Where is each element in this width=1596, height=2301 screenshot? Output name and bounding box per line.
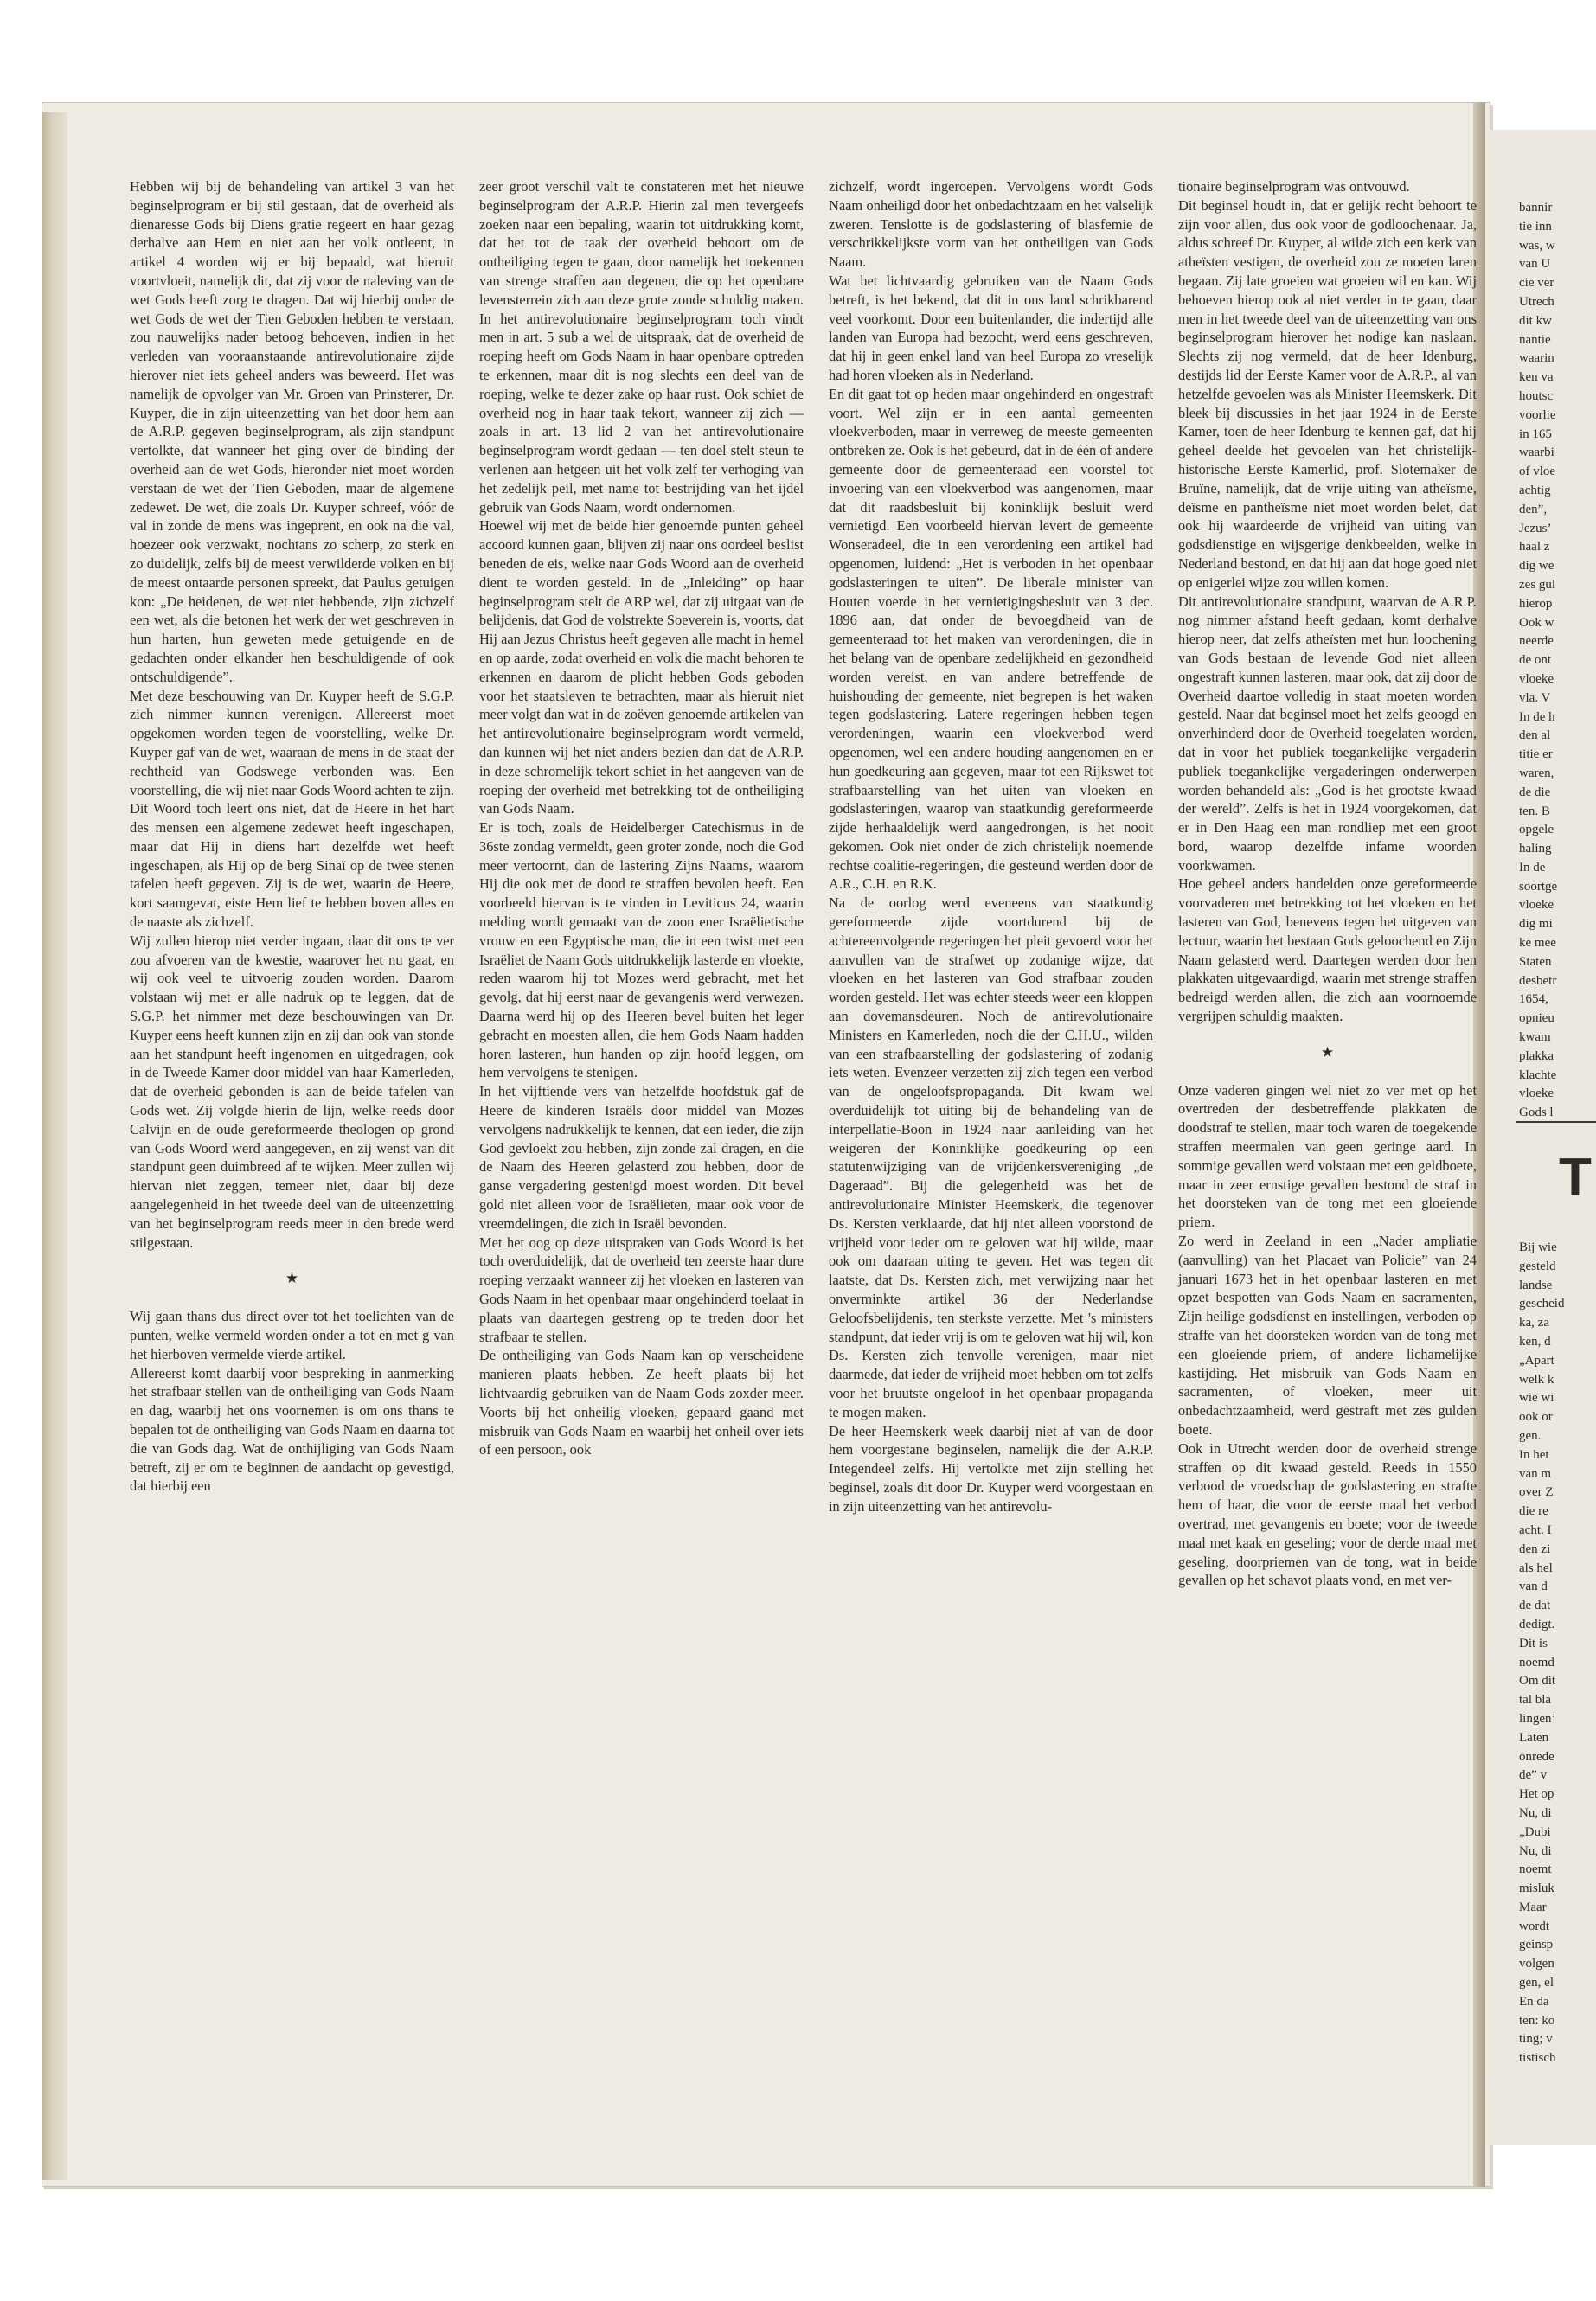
adjacent-page-line: vloeke: [1519, 1086, 1554, 1101]
paragraph: Na de oorlog werd eveneens van staatkundig gereformeerde zijde voortdurend bij de achtereenvolgende regeringen het pleit gevoerd voor het aanvullen van de strafwet op zodanige wijze, dat vloeken en het lasteren van God strafbaar zouden worden gesteld. Het was echter steeds weer een kloppen aan dovemansdeuren. Noch de antirevolutionaire Ministers en Kamerleden, noch die der C.H.U., wilden van een strafbaarstelling der godslastering of zodanig iets weten. Evenzeer verzetten zij zich tegen een verbod van de ongeloofspropaganda. Dit kwam wel overduidelijk tot uiting bij de behandeling van de interpellatie-Boon in 1924 naar aanleiding van het weigeren der Koninklijke goedkeuring op een statutenwijziging van de vrijdenkersvereniging „de Dageraad”. Bij die gelegenheid was het de antirevolutionaire Minister Heemskerk, die tegenover Ds. Kersten verklaarde, dat hij niet alleen voorstond de vrijheid voor ieder om te geloven wat hij wilde, maar ook om daaraan uiting te geven. Het was tegen dit laatste, dat Ds. Kersten zich, met verwijzing naar het onverminkte artikel 36 der Nederlandse Geloofsbelijdenis, ten sterkste verzette. Met 's ministers standpunt, dat ieder vrij is om te geloven wat hij wil, kon Ds. Kersten zich tenvolle verenigen, maar niet daarmede, dat ieder de vrijheid moet hebben om tot zelfs voor het bruutste ongeloof in het openbaar propaganda te mogen maken.: [829, 894, 1153, 1420]
adjacent-page-line: plakka: [1519, 1048, 1554, 1063]
adjacent-page-line: kwam: [1519, 1030, 1551, 1045]
adjacent-page-line: noemd: [1519, 1655, 1554, 1670]
adjacent-page-line: tal bla: [1519, 1693, 1552, 1708]
adjacent-page-line: acht. I: [1519, 1522, 1552, 1537]
adjacent-page-line: klachte: [1519, 1067, 1557, 1082]
column-rule: [1516, 1121, 1596, 1123]
adjacent-page-line: Het op: [1519, 1787, 1554, 1802]
paragraph: tionaire beginselprogram was ontvouwd.: [1178, 178, 1410, 195]
article-column-2: [479, 177, 804, 1459]
section-star-icon: ★: [285, 1270, 299, 1287]
paragraph: Hebben wij bij de behandeling van artikel 3 van het beginselprogram er bij stil gestaan, dat de overheid als dienaresse Gods bij Diens gratie regeert en haar gezag derhalve aan Hem en niet aan het volk ontleent, in artikel 4 worden wij er bij bepaald, wat hieruit voortvloeit, namelijk dit, dat zij voor de naleving van de wet Gods heeft zorg te dragen. Dat wij hierbij onder de wet Gods de wet der Tien Geboden hebben te verstaan, zou nauwelijks nader betoog behoeven, indien in het verleden van vooraanstaande antirevolutionaire zijde hierover niet iets geheel anders was beweerd. Het was namelijk de opvolger van Mr. Groen van Prinsterer, Dr. Kuyper, die in zijn uiteenzetting van het door hem aan de A.R.P. gegeven beginselprogram, als zijn standpunt vertolkte, dat wanneer het ging over de binding der overheid aan de wet Gods, hieronder niet moet worden verstaan de wet der Tien Geboden, maar de algemene zedewet. De wet, die zoals Dr. Kuyper schreef, vóór de val in zonde de mens was ingeprent, en ook na die val, hoezeer ook verzwakt, nochtans zo scherp, zo sterk en zo duidelijk, zelfs bij de meest verwilderde volken en bij de meest ontaarde personen spreekt, dat Paulus getuigen kon: „De heidenen, de wet niet hebbende, zijn zichzelf een wet, als die betonen het werk der wet geschreven in hun harten, hun geweten mede getuigende en de gedachten onder elkander hen beschuldigende of ook ontschuldigende”.: [130, 178, 454, 685]
adjacent-page-line: volgen: [1519, 1957, 1554, 1971]
adjacent-page-line: opnieu: [1519, 1011, 1554, 1026]
adjacent-page-text-bottom: [1519, 1239, 1564, 2068]
adjacent-page-line: Jezus’: [1519, 521, 1552, 535]
adjacent-page-line: gescheid: [1519, 1297, 1565, 1311]
adjacent-page-line: ook or: [1519, 1410, 1553, 1425]
article-column-4: [1178, 177, 1477, 1590]
adjacent-page-line: Om dit: [1519, 1674, 1556, 1689]
adjacent-page-line: houtsc: [1519, 388, 1554, 403]
paragraph: Dit antirevolutionaire standpunt, waarvan de A.R.P. nog nimmer afstand heeft gedaan, komt derhalve hierop neer, dat zelfs atheïsten met hun loochening van Gods bestaan de levende God niet alleen ongestraft kunnen lasteren, maar ook, dat zij door de Overheid daartoe volledig in staat moeten worden gesteld. Naar dat beginsel moet het zelfs geoogd en onverhinderd door de Overheid toegelaten worden, dat in voor het publiek toegankelijke vergaderin publiek toegankelijke vergaderingen onderwerpen worden behandeld als: „God is het grootste kwaad der wereld”. Zelfs is het in 1924 voorgekomen, dat er in Den Haag een man rondliep met een groot bord, waarop dezelfde infame woorden voorkwamen.: [1178, 593, 1477, 874]
paragraph: Hoewel wij met de beide hier genoemde punten geheel accoord kunnen gaan, blijven zij naar ons oordeel beslist beneden de eis, welke naar Gods Woord aan de overheid dient te worden gesteld. In de „Inleiding” op haar beginselprogram stelt de ARP wel, dat zij uitgaat van de belijdenis, dat God de volstrekte Soeverein is, voorts, dat Hij aan Jezus Christus heeft gegeven alle macht in hemel en op aarde, zodat overheid en volk die macht behoren te erkennen en daarom de plicht hebben Gods geboden voor het staatsleven te betrachten, maar als hieruit niet meer volgt dan wat in de zoëven genoemde artikelen van het antirevolutionaire beginselprogram wordt vermeld, dan kunnen wij het niet anders bezien dan dat de A.R.P. in deze schromelijk tekort schiet in het aangeven van de roeping der overheid met betrekking tot de ontheiliging van Gods Naam.: [479, 517, 804, 817]
article-column-3: [829, 177, 1153, 1516]
adjacent-page-line: of vloe: [1519, 465, 1556, 479]
adjacent-page-line: de” v: [1519, 1768, 1548, 1783]
adjacent-page-line: „Dubi: [1519, 1824, 1551, 1839]
adjacent-page-line: haling: [1519, 842, 1552, 856]
adjacent-page-line: die re: [1519, 1504, 1548, 1519]
adjacent-page-line: Bij wie: [1519, 1240, 1557, 1254]
adjacent-page-line: neerde: [1519, 634, 1554, 649]
adjacent-page-line: de die: [1519, 785, 1551, 799]
adjacent-page-line: ten: ko: [1519, 2013, 1555, 2028]
adjacent-page-line: in 165: [1519, 426, 1552, 441]
adjacent-page-line: den”,: [1519, 502, 1548, 516]
adjacent-page-line: In het: [1519, 1447, 1549, 1462]
paragraph: En dit gaat tot op heden maar ongehinderd en ongestraft voort. Wel zijn er in een aantal gemeenten vloekverboden, maar in verreweg de meeste gemeenten ontbreken ze. Ook is het gebeurd, dat in de één of andere gemeente door de gemeenteraad een voorstel tot invoering van een vloekverbod was aangenomen, maar dat dit raadsbesluit bij koninklijk besluit werd vernietigd. Een voorbeeld hiervan levert de gemeente Wonseradeel, die in een verordening een artikel had opgenomen, luidend: „Het is verboden in het openbaar godslasteringen te uiten”. De liberale minister van Houten voerde in het vernietigingsbesluit van 3 dec. 1896 aan, dat onder de bevoegdheid van de gemeenteraad tot het maken van verordeningen, die in het belang van de openbare zedelijkheid en gezondheid worden vereist, en van andere betreffende de huishouding der gemeente, niet begrepen is het waken tegen godslastering. Latere regeringen hebben tegen verordeningen, waarin een vloekverbod werd opgenomen, wel een andere houding aangenomen en er hun goedkeuring aan gegeven, maar tot een Rijkswet tot strafbaarstelling van het uiten van vloeken en godslasteringen, waarop van staatkundig gereformeerde zijde herhaaldelijk werd aangedrongen, is het nooit gekomen. Ook niet onder de zich christelijk noemende rechtse coalitie-regeringen, die gesteund werden door de A.R., C.H. en R.K.: [829, 385, 1153, 893]
adjacent-page-line: lingen’: [1519, 1711, 1556, 1726]
paragraph: Wij zullen hierop niet verder ingaan, daar dit ons te ver zou afvoeren van de kwestie, waarover het nu gaat, en wij ook veel te uitvoerig zouden worden. Daarom volstaan wij met er alle nadruk op te leggen, dat de S.G.P. het nimmer met deze beschouwingen van Dr. Kuyper eens heeft kunnen zijn en zij dan ook van stonde aan het standpunt heeft ingenomen en uitgedragen, ook in de Tweede Kamer door middel van haar Kamerleden, dat de overheid gebonden is aan de beide tafelen van Gods wet. Zij volgde hierin de lijn, welke reeds door Calvijn en de oude gereformeerde theologen op grond van Gods Woord werd aangegeven, en zij wenst van dit standpunt geen duimbreed af te wijken. Meer zullen wij hiervan niet zeggen, temeer niet, daar bij deze aangelegenheid in het tweede deel van de uiteenzetting van het beginselprogram reeds meer in den brede werd stilgestaan.: [130, 932, 454, 1251]
adjacent-page-line: landse: [1519, 1278, 1553, 1292]
adjacent-page-line: dedigt.: [1519, 1617, 1555, 1631]
adjacent-page-line: Gods l: [1519, 1106, 1554, 1120]
adjacent-page-line: haal z: [1519, 540, 1550, 554]
adjacent-page-line: waarbi: [1519, 445, 1554, 460]
adjacent-page-line: waarin: [1519, 351, 1554, 366]
paragraph: Ook in Utrecht werden door de overheid strenge straffen op dit kwaad gesteld. Reeds in 1550 verbood de vroedschap de godslastering en strafte hem of haar, die voor de eerste maal het verbod overtrad, met gevangenis en boete; voor de tweede maal met kaak en geseling; voor de derde maal met geseling, doorpriemen van de tong, wat in beide gevallen op het schavot plaats vond, en met ver-: [1178, 1439, 1477, 1589]
adjacent-page-line: als hel: [1519, 1561, 1553, 1575]
section-star-icon: ★: [1320, 1043, 1335, 1061]
adjacent-page-line: gen.: [1519, 1428, 1542, 1443]
adjacent-page-line: En da: [1519, 1994, 1549, 2009]
adjacent-page-line: tistisch: [1519, 2051, 1556, 2066]
paragraph: De ontheiliging van Gods Naam kan op verscheidene manieren plaats hebben. Ze heeft plaats bij het lichtvaardig gebruiken van de Naam Gods zoxder meer. Voorts bij het onheilig vloeken, gepaard gaand met misbruik van Gods Naam en waarbij het onheil over iets of een persoon, ook: [479, 1347, 804, 1458]
paragraph: Zo werd in Zeeland in een „Nader ampliatie (aanvulling) van het Placaet van Policie” van 24 januari 1673 het in het openbaar lasteren en met opzet bespotten van Gods Naam en sacramenten, Zijn heilige godsdienst en instellingen, verboden op straffe van het doorsteken worden van de tong met een gloeiende priem, of andere lichamelijke kastijding. Het misbruik van Gods Naam en sacramenten, of vloeken, meer uit onbedachtzaamheid, werd gestraft met zes gulden boete.: [1178, 1233, 1477, 1438]
adjacent-page-line: desbetr: [1519, 973, 1557, 988]
adjacent-page-line: ke mee: [1519, 936, 1556, 951]
adjacent-page-line: 1654,: [1519, 992, 1548, 1007]
adjacent-page-line: achtig: [1519, 483, 1551, 497]
adjacent-page-line: Staten: [1519, 954, 1552, 969]
adjacent-page-line: vloeke: [1519, 898, 1554, 913]
paragraph: Wij gaan thans dus direct over tot het toelichten van de punten, welke vermeld worden onder a tot en met g van het hierboven vermelde vierde artikel.: [130, 1308, 454, 1362]
paragraph: In het vijftiende vers van hetzelfde hoofdstuk gaf de Heere de kinderen Israëls door middel van Mozes vervolgens nadrukkelijk te kennen, dat een ieder, die zijn God gevloekt zou hebben, zijn zonde zal dragen, en die de Naam des Heeren gelasterd zou hebben, door de ganse vergadering gestenigd moest worden. Dit bevel gold niet alleen voor de Israëlieten, maar ook voor de vreemdelingen, die zich in Israël bevonden.: [479, 1083, 804, 1232]
adjacent-page-line: noemt: [1519, 1862, 1552, 1877]
adjacent-page-line: van m: [1519, 1466, 1552, 1481]
adjacent-page-line: soortge: [1519, 879, 1558, 894]
adjacent-page-line: Nu, di: [1519, 1805, 1552, 1820]
adjacent-page-line: ken, d: [1519, 1334, 1551, 1349]
paragraph: Wat het lichtvaardig gebruiken van de Naam Gods betreft, is het bekend, dat dit in ons land schrikbarend veel voorkomt. Door een buitenlander, die indertijd alle landen van Europa had bezocht, werd eens geschreven, dat hij in geen enkel land van heel Europa zo vreselijk had horen vloeken als in Nederland.: [829, 272, 1153, 383]
adjacent-page-line: hierop: [1519, 596, 1553, 611]
adjacent-page-line: zes gul: [1519, 577, 1556, 592]
adjacent-page-line: gen, el: [1519, 1976, 1554, 1990]
adjacent-page-line: dig mi: [1519, 917, 1553, 932]
adjacent-page-line: Nu, di: [1519, 1843, 1552, 1858]
adjacent-page-line: ken va: [1519, 370, 1554, 385]
paragraph: Onze vaderen gingen wel niet zo ver met op het overtreden der desbetreffende plakkaten de doodstraf te stellen, maar toch waren de toegekende straffen meermalen van geen geringe aard. In sommige gevallen werd volstaan met een geldboete, maar in zeer ernstige gevallen bestond de straf in het doorsteken van de tong met een gloeiende priem.: [1178, 1081, 1477, 1231]
adjacent-page-line: titie er: [1519, 747, 1553, 762]
adjacent-page-line: misluk: [1519, 1881, 1554, 1896]
adjacent-page-line: geinsp: [1519, 1938, 1554, 1952]
adjacent-page-line: den zi: [1519, 1541, 1551, 1556]
adjacent-page-line: In de h: [1519, 709, 1555, 724]
adjacent-page-line: van d: [1519, 1580, 1548, 1594]
adjacent-page-line: bannir: [1519, 201, 1553, 215]
paragraph: Allereerst komt daarbij voor bespreking in aanmerking het strafbaar stellen van de ontheiliging van Gods Naam en dag, waarbij het ons voornemen is om ons thans te bepalen tot de ontheiliging van Gods Naam en daarna tot die van Gods dag. Wat de onthijliging van Gods Naam betreft, zij er om te beginnen de aandacht op gevestigd, dat hierbij een: [130, 1364, 454, 1495]
adjacent-page-line: Dit is: [1519, 1636, 1548, 1650]
adjacent-page-text-top: [1519, 199, 1557, 1123]
paragraph: Er is toch, zoals de Heidelberger Catechismus in de 36ste zondag vermeldt, geen groter zonde, noch die God meer vertoornt, dan de lastering Zijns Naams, waarom Hij die ook met de dood te straffen bevolen heeft. Een voorbeeld hiervan is te vinden in Leviticus 24, waarin melding wordt gemaakt van de zoon ener Israëlietische vrouw en een Egyptische man, die in een twist met een Israëliet de Naam Gods uitdrukkelijk lasterde en vloekte, reden waarom hij tot Mozes werd gebracht, met het gevolg, dat hij eerst naar de gevangenis werd verwezen. Daarna werd hij op des Heeren bevel buiten het leger gebracht en moesten allen, die hem Gods Naam hadden horen lasteren, hun handen op zijn hoofd leggen, om hem vervolgens te stenigen.: [479, 819, 804, 1081]
adjacent-page-line: In de: [1519, 860, 1546, 875]
paragraph: Dit beginsel houdt in, dat er gelijk recht behoort te zijn voor allen, dus ook voor de godloochenaar. Ja, aldus schreef Dr. Kuyper, al wilde zich een kerk van atheïsten vestigen, de overheid zou ze moeten laren begaan. Zij late groeien wat groeien wil en kan. Wij behoeven hierop ook al niet verder in te gaan, daar men in het tweede deel van de uiteenzetting van ons beginselprogram hierover het nodige kan naslaan. Slechts zij nog vermeld, dat de heer Idenburg, destijds lid der Eerste Kamer voor de A.R.P., al van hetzelfde gevoelen was als Minister Heemskerk. Dit bleek bij discussies in het jaar 1924 in de Eerste Kamer, toen de heer Idenburg te kennen gaf, dat hij geheel deelde het gevoelen van het christelijk-historische Eerste Kamerlid, prof. Slotemaker de Bruïne, namelijk, dat de vrije uiting van atheïsme, deïsme en pantheïsme niet moet worden belet, dat ook hij waardeerde de vrijheid van uiting van godsdienstige en wijsgerige denkbeelden, welke in Nederland bestond, en dat hij aan dat hoge goed niet op enigerlei wijze zou willen komen.: [1178, 196, 1477, 591]
adjacent-page-line: vla. V: [1519, 690, 1551, 705]
adjacent-page-line: was, w: [1519, 238, 1555, 253]
adjacent-page-line: ting; v: [1519, 2032, 1553, 2047]
adjacent-page-line: Utrech: [1519, 294, 1554, 309]
paragraph: zeer groot verschil valt te constateren met het nieuwe beginselprogram der A.R.P. Hierin zal men tevergeefs zoeken naar een bepaling, waarin tot uitdrukking komt, dat het tot de taak der overheid behoort om de ontheiliging tegen te gaan, door namelijk het toekennen van strenge straffen aan degenen, die op het openbare levensterrein zich aan deze grote zonde schuldig maken. In het antirevolutionaire beginselprogram toch vindt men in art. 5 sub a wel de uitspraak, dat de overheid de roeping heeft om Gods Naam in haar openbare optreden te erkennen, maar dit is nog slechts een deel van de roeping, welke te dezer zake op haar rust. Ook schiet de overheid nog in haar taak tekort, wanneer zij zich — zoals in art. 13 lid 2 van het antirevolutionaire beginselprogram wordt gedaan — ten doel stelt steun te verlenen aan hetgeen uit het volk zelf ter verhoging van het zedelijk peil, met name tot bestrijding van het ijdel gebruik van Gods Naam, wordt ondernomen.: [479, 178, 804, 516]
adjacent-page-line: waren,: [1519, 766, 1554, 780]
adjacent-page-line: gesteld: [1519, 1259, 1556, 1273]
adjacent-page-line: Maar: [1519, 1900, 1547, 1914]
adjacent-page-line: nantie: [1519, 332, 1551, 347]
adjacent-page-line: „Apart: [1519, 1353, 1554, 1368]
adjacent-page-line: vloeke: [1519, 671, 1554, 686]
adjacent-page-line: ka, za: [1519, 1316, 1549, 1330]
adjacent-page-line: over Z: [1519, 1485, 1554, 1500]
adjacent-page-line: de dat: [1519, 1599, 1551, 1613]
adjacent-page-line: Ook w: [1519, 615, 1554, 630]
adjacent-page-line: voorlie: [1519, 407, 1556, 422]
paragraph: zichzelf, wordt ingeroepen. Vervolgens wordt Gods Naam onheiligd door het onbedachtzaam en het valselijk zweren. Tenslotte is de godslastering of blasfemie de verschrikkelijkste vorm van het ontheiligen van Gods Naam.: [829, 178, 1153, 271]
adjacent-page-line: tie inn: [1519, 219, 1552, 234]
paragraph: Met het oog op deze uitspraken van Gods Woord is het toch overduidelijk, dat de overheid ten zeerste haar dure roeping verzaakt wanneer zij het vloeken en lasteren van Gods Naam in het openbaar maar ongehinderd toelaat in plaats van daartegen gestreng op te treden door het strafbaar te stellen.: [479, 1234, 804, 1345]
adjacent-page-line: Laten: [1519, 1730, 1549, 1745]
adjacent-page-line: ten. B: [1519, 804, 1550, 818]
adjacent-page-line: van U: [1519, 257, 1551, 272]
paragraph: Met deze beschouwing van Dr. Kuyper heeft de S.G.P. zich nimmer kunnen verenigen. Allereerst moet opgekomen worden tegen de voorstelling, welke Dr. Kuyper gaf van de wet, waaraan de mens in de staat der rechtheid van Godswege verbonden was. Een voorstelling, die wij niet naar Gods Woord achten te zijn. Dit Woord toch leert ons niet, dat de Heere in het hart des mensen een algemene zedewet heeft ingeschapen, maar dat Hij in diens hart dezelfde wet heeft ingeschapen, als Hij op de berg Sinaï op de twee stenen tafelen heeft gegeven. Zij is de wet, waarin de Heere, kort saamgevat, eiste Hem lief te hebben boven alles en de naaste als zichzelf.: [130, 687, 454, 931]
adjacent-page-line: welk k: [1519, 1372, 1554, 1387]
adjacent-headline-letter: T: [1559, 1148, 1592, 1208]
adjacent-page-line: den al: [1519, 728, 1551, 743]
adjacent-page-line: wordt: [1519, 1919, 1549, 1933]
adjacent-page-line: cie ver: [1519, 276, 1554, 291]
adjacent-page-line: dig we: [1519, 559, 1554, 574]
paragraph: De heer Heemskerk week daarbij niet af van de door hem voorgestane beginselen, namelijk die der A.R.P. Integendeel zelfs. Hij vertolkte met zijn stelling het beginsel, zoals dit door Dr. Kuyper werd voorgestaan en in zijn uiteenzetting van het antirevolu-: [829, 1422, 1153, 1515]
adjacent-page-line: onrede: [1519, 1749, 1554, 1764]
page-edge: [42, 112, 67, 2180]
adjacent-page-line: opgele: [1519, 823, 1554, 837]
adjacent-page-line: dit kw: [1519, 313, 1552, 328]
adjacent-page-line: de ont: [1519, 653, 1552, 668]
article-column-1: [130, 177, 454, 1496]
adjacent-page-line: wie wi: [1519, 1391, 1554, 1406]
paragraph: Hoe geheel anders handelden onze gereformeerde voorvaderen met betrekking tot het vloeken en het lasteren van God, benevens tegen het uitgeven van lectuur, waarin het bestaan Gods geloochend en Zijn Naam gelasterd werd. Daartegen werden door hen plakkaten uitgevaardigd, waarin met strenge straffen bedreigd werden allen, die zich aan voornoemde vergrijpen schuldig maakten.: [1178, 875, 1477, 1025]
